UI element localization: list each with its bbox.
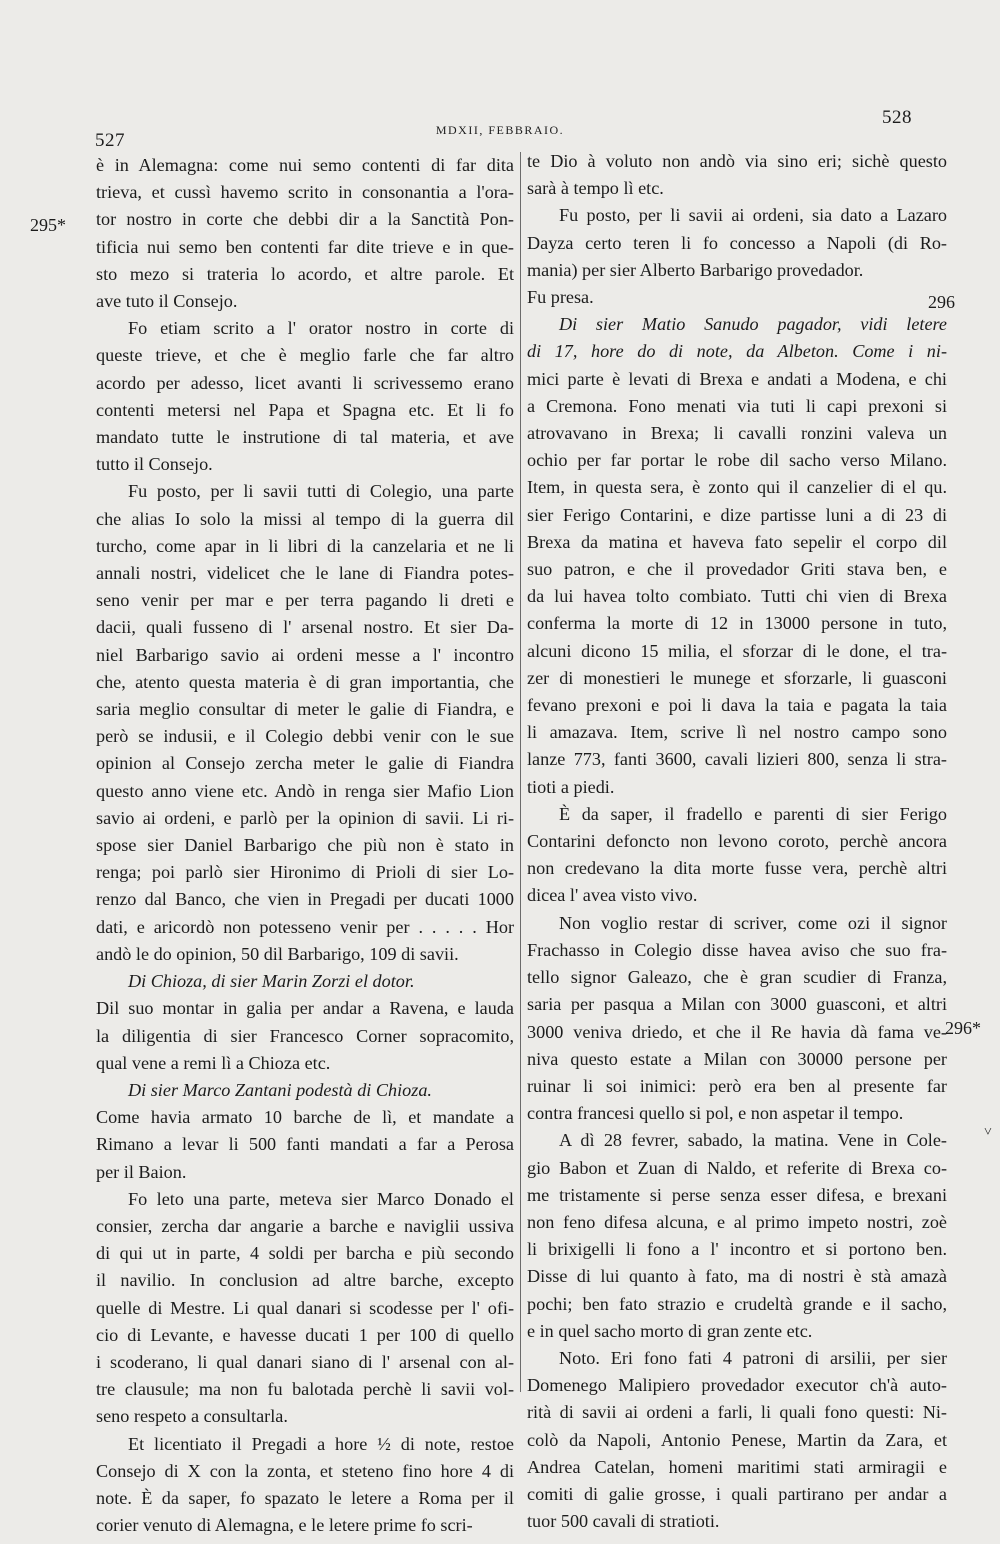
left-column-line: saria meglio consultar di meter le galie di Fiandra, e — [96, 699, 514, 720]
right-column-line: Frachasso in Colegio disse havea aviso che suo fra- — [527, 939, 947, 960]
right-column-line: me tristamente si perse senza esser difesa, e brexani — [527, 1184, 947, 1205]
right-column-line: gio Babon et Zuan di Naldo, et referite di Brexa co- — [527, 1157, 947, 1178]
left-column-line: opinion al Consejo zercha meter le galie di Fiandra — [96, 753, 514, 774]
right-column-line: Noto. Eri fono fati 4 patroni di arsilii, per sier — [559, 1347, 947, 1368]
left-column-line: tor nostro in corte che debbi dir a la Sanctità Pon- — [96, 209, 514, 230]
right-column-line: ochio per far portar le robe dil sacho verso Milano. — [527, 450, 947, 471]
right-column-line: Brexa da matina et haveva fato sepelir el corpo dil — [527, 531, 947, 552]
left-column-line: questo anno viene etc. Andò in renga sier Mafio Lion — [96, 780, 514, 801]
left-column-line: note. È da saper, fo spazato le letere a Roma per il — [96, 1487, 514, 1508]
left-column-line: il navilio. In conclusion ad altre barche, excepto — [96, 1270, 514, 1291]
right-column-line: niva questo estate a Milan con 30000 persone per — [527, 1048, 947, 1069]
right-column-line: Non voglio restar di scriver, come ozi il signor — [559, 912, 947, 933]
right-column-line: Disse di lui quanto à fato, ma di nostri è stà amazà — [527, 1266, 947, 1287]
left-column-line: Di sier Marco Zantani podestà di Chioza. — [128, 1079, 432, 1100]
right-column-line: Item, in questa sera, è zonto qui il canzelier di el qu. — [527, 477, 947, 498]
left-column-line: ave tuto il Consejo. — [96, 291, 238, 312]
right-column-line: fevano prexoni e poi li dava la taia e pagata la taia — [527, 695, 947, 716]
right-column-line: dicea l' avea visto vivo. — [527, 885, 698, 906]
left-column-line: la diligentia di sier Francesco Corner sopracomito, — [96, 1025, 514, 1046]
right-column-line: mici parte è levati di Brexa e andati a Modena, e chi — [527, 368, 947, 389]
left-column-line: niel Barbarigo savio ai ordeni messe a l' incontro — [96, 644, 514, 665]
right-column-line: alcuni dicono 15 milia, el sforzar di le done, el tra- — [527, 640, 947, 661]
left-column-line: però se indusii, e il Colegio debbi venir con le sue — [96, 726, 514, 747]
left-column-line: consier, zercha dar angarie a barche e naviglii ussiva — [96, 1215, 514, 1236]
left-column-line: qual vene a remi lì a Chioza etc. — [96, 1052, 331, 1073]
left-column-line: corier venuto di Alemagna, e le letere prime fo scri- — [96, 1515, 473, 1536]
right-column-line: di 17, hore do di note, da Albeton. Come i ni- — [527, 341, 947, 362]
right-column-line: non feno difesa alcuna, e al primo impeto nostri, zoè — [527, 1211, 947, 1232]
right-column-line: comiti di galie grosse, i quali partirano per andar a — [527, 1483, 947, 1504]
left-column-line: Rimano a levar li 500 fanti mandati a far a Perosa — [96, 1134, 514, 1155]
left-text-column — [96, 152, 514, 1539]
right-column-line: Fu presa. — [527, 287, 594, 308]
left-column-line: turcho, come apar in li libri di la canzelaria et ne li — [96, 535, 514, 556]
right-column-line: lanze 773, fanti 3600, cavali lizieri 800, senza li stra- — [527, 749, 947, 770]
left-column-line: che alias Io solo la missi al tempo di la guerra dil — [96, 508, 514, 529]
left-column-line: cio di Levante, e havesse ducati 1 per 100 di quello — [96, 1324, 514, 1345]
left-column-line: queste trieve, et che è meglio farle che far altro — [96, 345, 514, 366]
margin-tick-mark: ˅ — [984, 1125, 992, 1140]
right-column-line: sier Ferigo Contarini, e dize partisse luni a di 23 di — [527, 504, 947, 525]
left-column-line: Fu posto, per li savii tutti di Colegio, una parte — [128, 481, 514, 502]
right-page-number: 528 — [882, 107, 912, 128]
margin-note-295: 295* — [30, 215, 66, 235]
right-column-line: atrovavano in Brexa; li cavalli ronzini valeva un — [527, 423, 947, 444]
left-column-line: seno venir per mar e per terra pagando li dreti e — [96, 590, 514, 611]
right-column-line: da lui havea tolto combiato. Tutti chi vien di Brexa — [527, 586, 947, 607]
left-column-line: quelle di Mestre. Li qual danari si scodesse per l' ofi- — [96, 1297, 514, 1318]
right-column-line: rità di savii ai ordeni a farli, li quali fono questi: Ni- — [527, 1402, 947, 1423]
margin-note-296-star: 296* — [945, 1018, 981, 1038]
right-column-line: tuor 500 cavali di stratioti. — [527, 1511, 720, 1532]
left-column-line: Fo etiam scrito a l' orator nostro in corte di — [128, 318, 514, 339]
left-column-line: che, atento questa materia è di gran importantia, che — [96, 671, 514, 692]
right-column-line: ruinar li soi inimici: però era ben al presente far — [527, 1075, 947, 1096]
right-column-line: saria per pasqua a Milan con 3000 guasconi, et altri — [527, 994, 947, 1015]
left-column-line: annali nostri, videlicet che le lane di Fiandra potes- — [96, 563, 514, 584]
right-column-line: tello signor Galeazo, che è gran scudier di Franza, — [527, 967, 947, 988]
left-page-number: 527 — [95, 130, 125, 151]
right-column-line: e in quel sacho morto di gran zente etc. — [527, 1320, 813, 1341]
right-column-line: 3000 veniva driedo, et che il Re havia dà fama ve- — [527, 1021, 947, 1042]
left-column-line: Et licentiato il Pregadi a hore ½ di note, restoe — [128, 1433, 514, 1454]
left-column-line: spose sier Daniel Barbarigo che più non è stato in — [96, 835, 514, 856]
right-column-line: conferma la morte di 12 in 13000 persone in tuto, — [527, 613, 947, 634]
right-column-line: a Cremona. Fono menati via tuti li capi prexoni si — [527, 395, 947, 416]
right-column-line: A dì 28 fevrer, sabado, la matina. Vene in Cole- — [559, 1130, 947, 1151]
right-column-line: Contarini defoncto non levono coroto, perchè ancora — [527, 831, 947, 852]
left-column-line: sto mezo si trateria lo acordo, et altre parole. Et — [96, 263, 514, 284]
left-column-line: Di Chioza, di sier Marin Zorzi el dotor. — [128, 971, 415, 992]
left-column-line: di qui ut in parte, 4 soldi per barcha e più secondo — [96, 1243, 514, 1264]
left-column-line: dati, e aricordò non potesseno venir per . . . . . Hor — [96, 916, 514, 937]
left-column-line: renzo dal Banco, che vien in Pregadi per ducati 1000 — [96, 889, 514, 910]
left-column-line: mandato tutte le instrutione di tal materia, et ave — [96, 427, 514, 448]
running-title: MDXII, FEBBRAIO. — [435, 123, 565, 137]
left-column-line: trieva, et cussì havemo scrito in consonantia a l'ora- — [96, 182, 514, 203]
left-column-line: i scoderano, li qual danari siano di l' arsenal con al- — [96, 1351, 514, 1372]
left-column-line: savio ai ordeni, e parlò per la opinion di savii. Li ri- — [96, 807, 514, 828]
right-text-column — [527, 148, 947, 1535]
left-column-line: andò le do opinion, 50 dil Barbarigo, 109 di savii. — [96, 943, 459, 964]
right-column-line: contra francesi quello si pol, e non aspetar il tempo. — [527, 1103, 904, 1124]
right-column-line: Domenego Malipiero provedador executor ch'à auto- — [527, 1375, 947, 1396]
right-column-line: Andrea Catelan, homeni maritimi stati armiragii e — [527, 1456, 947, 1477]
left-column-line: Come havia armato 10 barche de lì, et mandate a — [96, 1107, 514, 1128]
right-column-line: te Dio à voluto non andò via sino eri; sichè questo — [527, 151, 947, 171]
left-column-line: Consejo di X con la zonta, et steteno fino hore 4 di — [96, 1460, 514, 1481]
left-column-line: è in Alemagna: come nui semo contenti di far dita — [96, 155, 514, 175]
left-column-line: acordo per adesso, licet avanti li scrivessemo erano — [96, 372, 514, 393]
margin-note-296: 296 — [928, 292, 955, 312]
right-column-line: sarà à tempo lì etc. — [527, 178, 664, 199]
right-column-line: suo patron, e che il provedador Griti stava ben, e — [527, 559, 947, 580]
left-column-line: renga; poi parlò sier Hironimo di Prioli di sier Lo- — [96, 862, 514, 883]
left-column-line: seno respeto a consultarla. — [96, 1406, 288, 1427]
left-column-line: dacii, quali fusseno di l' arsenal nostro. Et sier Da- — [96, 617, 514, 638]
right-column-line: Dayza certo teren li fo concesso a Napoli (di Ro- — [527, 232, 947, 253]
right-column-line: li brixigelli li fono a l' incontro et si portono ben. — [527, 1239, 947, 1260]
right-column-line: mania) per sier Alberto Barbarigo provedador. — [527, 259, 864, 280]
left-column-line: tificia nui semo ben contenti far dite trieve e in que- — [96, 236, 514, 257]
left-column-line: tutto il Consejo. — [96, 454, 213, 475]
right-column-line: pochi; ben fato strazio e crudeltà grande e il sacho, — [527, 1293, 947, 1314]
right-column-line: Di sier Matio Sanudo pagador, vidi letere — [559, 314, 947, 335]
right-column-line: Fu posto, per li savii ai ordeni, sia dato a Lazaro — [559, 205, 947, 226]
right-column-line: colò da Napoli, Antonio Penese, Martin da Zara, et — [527, 1429, 947, 1450]
left-column-line: per il Baion. — [96, 1161, 187, 1182]
left-column-line: Dil suo montar in galia per andar a Ravena, e lauda — [96, 998, 514, 1019]
right-column-line: tioti a piedi. — [527, 776, 615, 797]
right-column-line: zer di monestieri le munege et sforzarle, li guasconi — [527, 667, 947, 688]
right-column-line: li amazava. Item, scrive lì nel nostro campo sono — [527, 722, 947, 743]
right-column-line: non credevano la dita morte fusse vera, perchè altri — [527, 858, 947, 879]
column-divider — [520, 152, 521, 1392]
right-column-line: È da saper, il fradello e parenti di sier Ferigo — [559, 803, 947, 824]
left-column-line: contenti metersi nel Papa et Spagna etc. Et li fo — [96, 399, 514, 420]
left-column-line: Fo leto una parte, meteva sier Marco Donado el — [128, 1188, 514, 1209]
left-column-line: tre clausule; ma non fu balotada perchè li savii vol- — [96, 1379, 514, 1400]
